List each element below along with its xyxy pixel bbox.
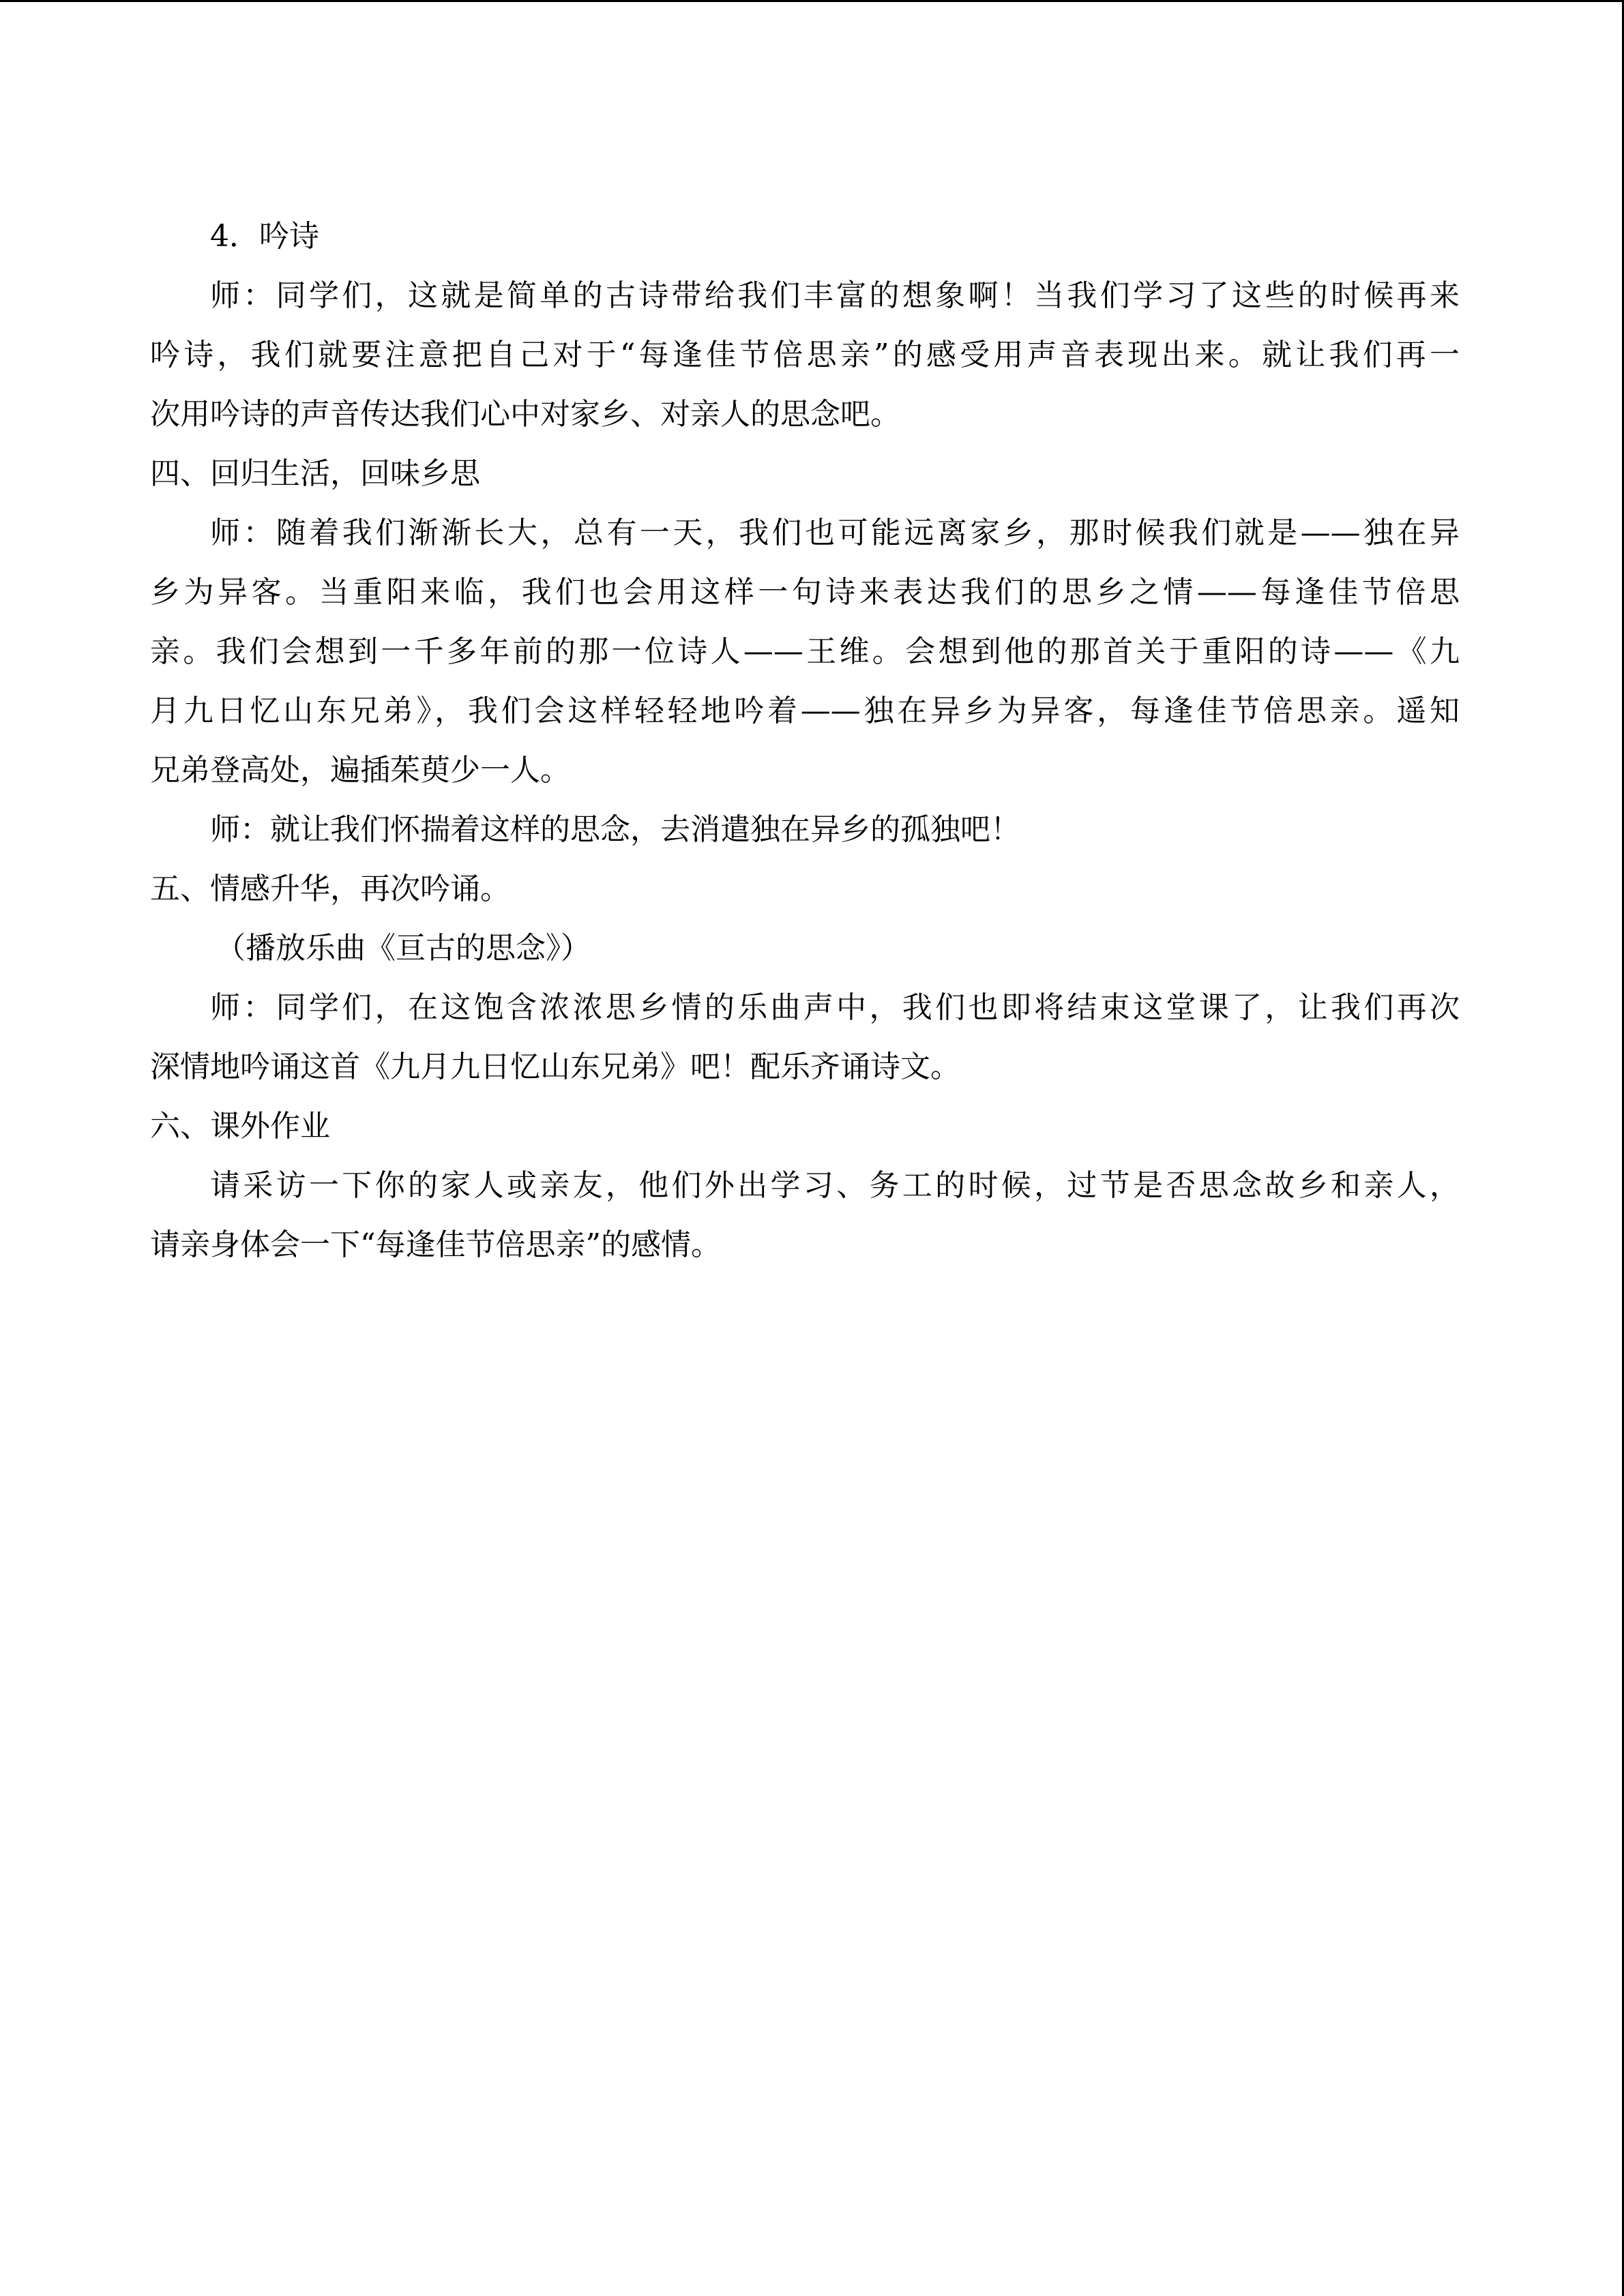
paragraph-line: 亲。我们会想到一千多年前的那一位诗人——王维。会想到他的那首关于重阳的诗——《九	[150, 634, 1460, 669]
document-body	[150, 207, 1460, 1274]
section-heading-homework: 六、课外作业	[150, 1109, 330, 1144]
paragraph-line: 兄弟登高处，遍插茱萸少一人。	[150, 753, 570, 788]
paragraph-line: 师：同学们，在这饱含浓浓思乡情的乐曲声中，我们也即将结束这堂课了，让我们再次	[210, 990, 1460, 1025]
paragraph-line: 师：就让我们怀揣着这样的思念，去消遣独在异乡的孤独吧！	[210, 812, 1020, 847]
paragraph-line: 乡为异客。当重阳来临，我们也会用这样一句诗来表达我们的思乡之情——每逢佳节倍思	[150, 575, 1460, 610]
paragraph-line: 请采访一下你的家人或亲友，他们外出学习、务工的时候，过节是否思念故乡和亲人，	[210, 1168, 1460, 1203]
paragraph-line: 次用吟诗的声音传达我们心中对家乡、对亲人的思念吧。	[150, 397, 900, 432]
paragraph-line: 月九日忆山东兄弟》，我们会这样轻轻地吟着——独在异乡为异客，每逢佳节倍思亲。遥知	[150, 694, 1460, 728]
paragraph-line: 师：同学们，这就是简单的古诗带给我们丰富的想象啊！当我们学习了这些的时候再来	[210, 278, 1460, 313]
paragraph-line: 请亲身体会一下“每逢佳节倍思亲”的感情。	[150, 1227, 721, 1262]
stage-note: （播放乐曲《亘古的思念》）	[216, 931, 591, 966]
paragraph-line: 师：随着我们渐渐长大，总有一天，我们也可能远离家乡，那时候我们就是——独在异	[210, 516, 1460, 550]
section-heading-emotion-sublimation: 五、情感升华，再次吟诵。	[150, 871, 510, 906]
subsection-heading-poem-recite: 4．吟诗	[210, 219, 319, 254]
section-heading-return-to-life: 四、回归生活，回味乡思	[150, 456, 480, 491]
paragraph-line: 深情地吟诵这首《九月九日忆山东兄弟》吧！配乐齐诵诗文。	[150, 1049, 960, 1084]
paragraph-line: 吟诗，我们就要注意把自己对于“每逢佳节倍思亲”的感受用声音表现出来。就让我们再一	[150, 338, 1460, 372]
